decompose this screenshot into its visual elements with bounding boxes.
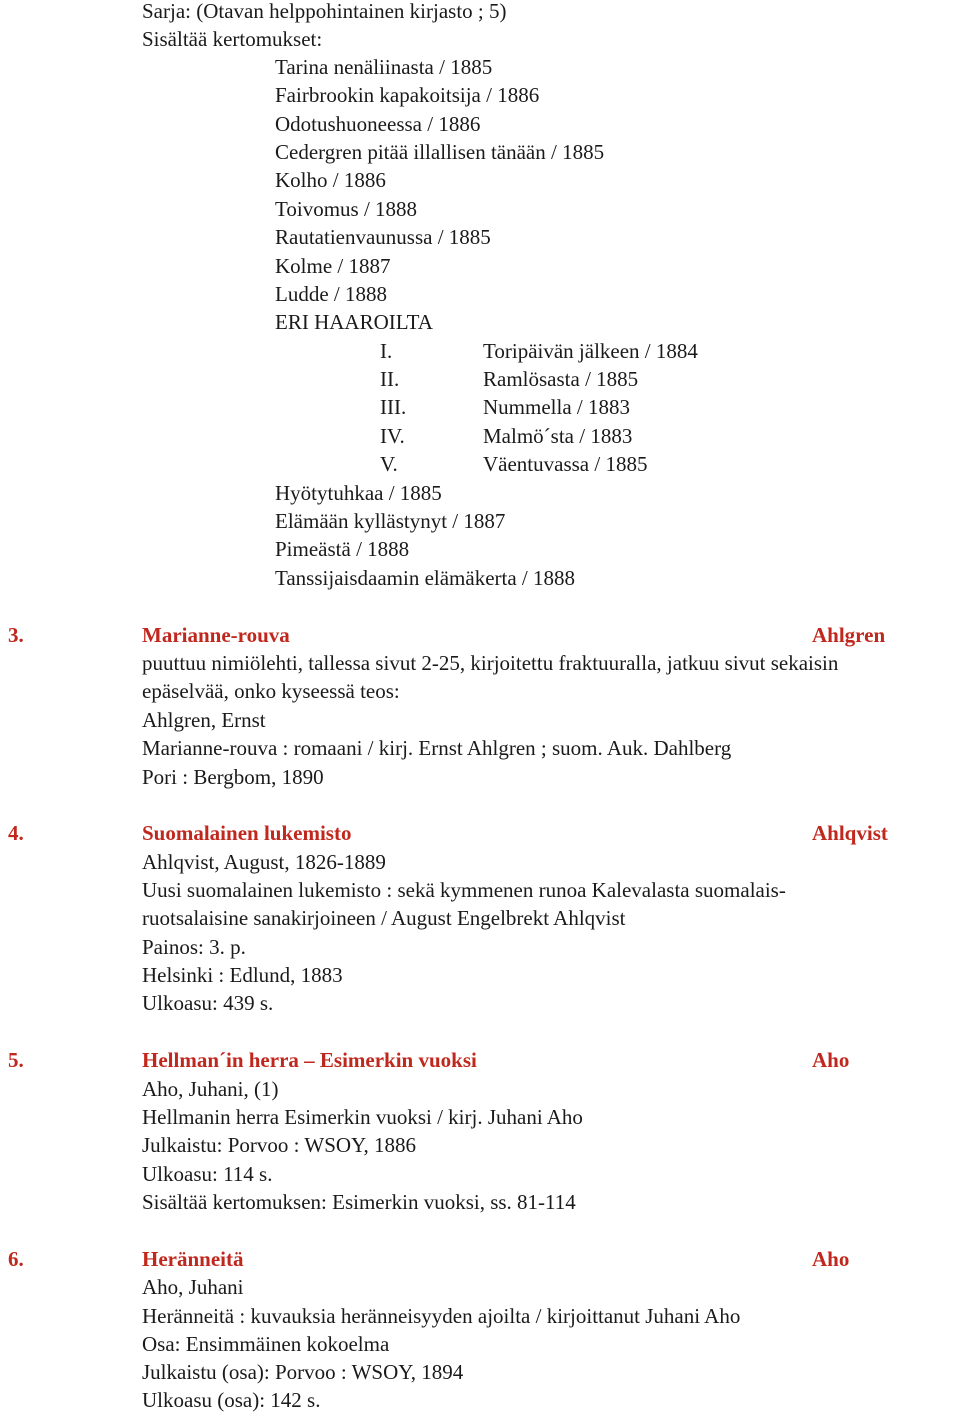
entry-detail-line: Hellmanin herra Esimerkin vuoksi / kirj. Juhani Aho: [142, 1105, 583, 1129]
story-line: Elämään kyllästynyt / 1887: [275, 509, 506, 533]
entry-detail-line: Julkaistu (osa): Porvoo : WSOY, 1894: [142, 1360, 464, 1384]
entry-detail-line: Julkaistu: Porvoo : WSOY, 1886: [142, 1133, 417, 1157]
entry-detail-line: epäselvää, onko kyseessä teos:: [142, 679, 400, 703]
entry-number: 6.: [8, 1247, 24, 1271]
entry-title: Heränneitä: [142, 1247, 244, 1271]
entry-title: Suomalainen lukemisto: [142, 821, 352, 845]
entry-detail-line: Uusi suomalainen lukemisto : sekä kymmenen runoa Kalevalasta suomalais-: [142, 878, 786, 902]
entry-number: 4.: [8, 821, 24, 845]
contains-label: Sisältää kertomukset:: [142, 27, 323, 51]
story-line: Fairbrookin kapakoitsija / 1886: [275, 83, 540, 107]
sub-story-number: III.: [380, 395, 407, 419]
sub-story-title: Nummella / 1883: [483, 395, 630, 419]
sub-story-number: I.: [380, 339, 393, 363]
story-section-heading: ERI HAAROILTA: [275, 310, 433, 334]
sub-story-title: Malmö´sta / 1883: [483, 424, 633, 448]
entry-detail-line: Marianne-rouva : romaani / kirj. Ernst Ahlgren ; suom. Auk. Dahlberg: [142, 736, 732, 760]
story-line: Tarina nenäliinasta / 1885: [275, 55, 493, 79]
entry-number: 3.: [8, 623, 24, 647]
entry-detail-line: Aho, Juhani: [142, 1275, 244, 1299]
entry-detail-line: Ulkoasu (osa): 142 s.: [142, 1388, 321, 1412]
entry-detail-line: puuttuu nimiölehti, tallessa sivut 2-25, kirjoitettu fraktuuralla, jatkuu sivut sekaisin: [142, 651, 839, 675]
story-line: Hyötytuhkaa / 1885: [275, 481, 442, 505]
series-line: Sarja: (Otavan helppohintainen kirjasto ; 5): [142, 0, 507, 23]
story-line: Cedergren pitää illallisen tänään / 1885: [275, 140, 605, 164]
entry-title: Hellman´in herra – Esimerkin vuoksi: [142, 1048, 477, 1072]
entry-author: Aho: [812, 1247, 850, 1271]
story-line: Kolho / 1886: [275, 168, 386, 192]
sub-story-title: Ramlösasta / 1885: [483, 367, 639, 391]
sub-story-number: V.: [380, 452, 398, 476]
story-line: Odotushuoneessa / 1886: [275, 112, 481, 136]
story-line: Kolme / 1887: [275, 254, 391, 278]
sub-story-number: II.: [380, 367, 400, 391]
entry-detail-line: Aho, Juhani, (1): [142, 1077, 279, 1101]
sub-story-title: Väentuvassa / 1885: [483, 452, 648, 476]
entry-detail-line: Pori : Bergbom, 1890: [142, 765, 324, 789]
entry-detail-line: Sisältää kertomuksen: Esimerkin vuoksi, ss. 81-114: [142, 1190, 576, 1214]
story-line: Tanssijaisdaamin elämäkerta / 1888: [275, 566, 576, 590]
entry-detail-line: Ulkoasu: 114 s.: [142, 1162, 273, 1186]
entry-detail-line: Ahlgren, Ernst: [142, 708, 266, 732]
entry-detail-line: ruotsalaisine sanakirjoineen / August Engelbrekt Ahlqvist: [142, 906, 626, 930]
entry-number: 5.: [8, 1048, 24, 1072]
story-line: Ludde / 1888: [275, 282, 387, 306]
entry-author: Ahlgren: [812, 623, 886, 647]
sub-story-title: Toripäivän jälkeen / 1884: [483, 339, 698, 363]
story-line: Toivomus / 1888: [275, 197, 418, 221]
entry-detail-line: Osa: Ensimmäinen kokoelma: [142, 1332, 390, 1356]
story-line: Rautatienvaunussa / 1885: [275, 225, 491, 249]
entry-detail-line: Heränneitä : kuvauksia heränneisyyden ajoilta / kirjoittanut Juhani Aho: [142, 1304, 741, 1328]
entry-detail-line: Painos: 3. p.: [142, 935, 246, 959]
story-line: Pimeästä / 1888: [275, 537, 410, 561]
entry-author: Ahlqvist: [812, 821, 888, 845]
entry-detail-line: Ahlqvist, August, 1826-1889: [142, 850, 386, 874]
entry-author: Aho: [812, 1048, 850, 1072]
entry-detail-line: Ulkoasu: 439 s.: [142, 991, 274, 1015]
entry-title: Marianne-rouva: [142, 623, 290, 647]
entry-detail-line: Helsinki : Edlund, 1883: [142, 963, 343, 987]
sub-story-number: IV.: [380, 424, 405, 448]
